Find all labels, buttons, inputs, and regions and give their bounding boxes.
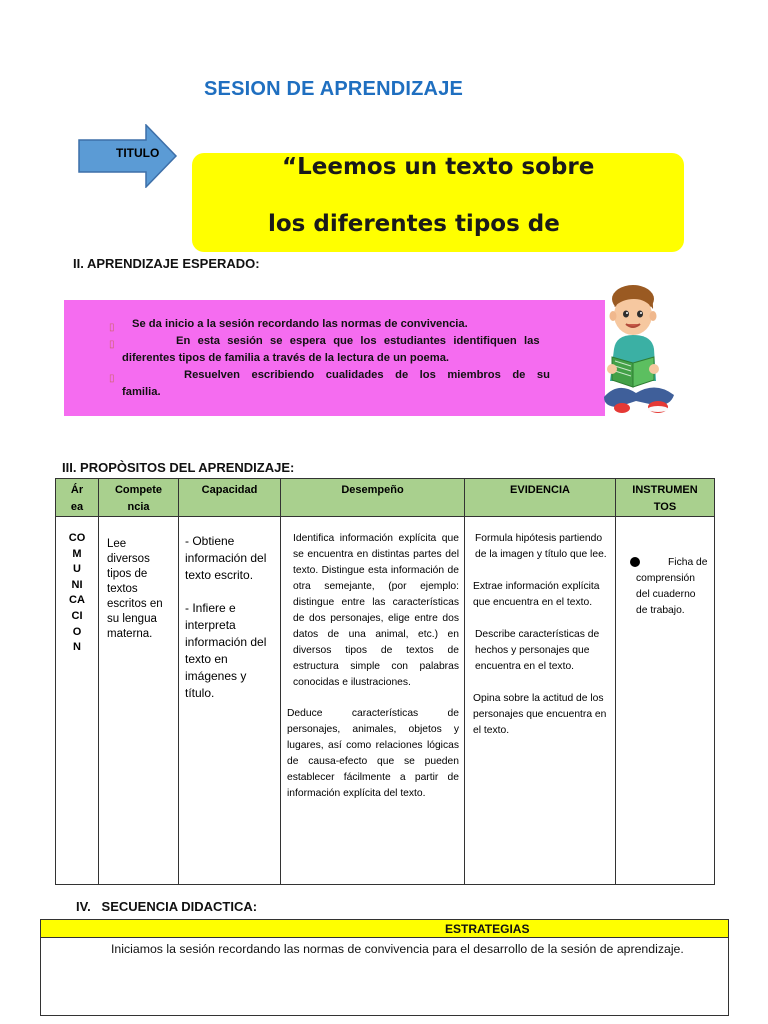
- session-title-line: “Leemos un texto sobre: [282, 154, 595, 180]
- aprendizaje-line: familia.: [122, 386, 161, 398]
- child-reading-illustration: [600, 283, 680, 419]
- session-title-line: los diferentes tipos de: [268, 211, 560, 237]
- table-header-row: [56, 479, 715, 517]
- instrumentos-cell: Ficha de comprensión del cuaderno de trabajo.: [616, 517, 715, 885]
- desempeno-cell: Identifica información explícita que se encuentra en distintas partes del texto. Distingue esta información de otra semejante, (por ejemplo: distingue entre las características de dos personajes, elige entre dos datos de una animal, etc.) en diversos tipos de textos de estructura simple con palabras conocidas e ilustraciones. Deduce características de personajes, animales, objetos y lugares, así como relaciones lógicas de causa-efecto que se pueden establecer fácilmente a partir de información explícita del texto.: [281, 517, 465, 885]
- bullet-icon: ▯: [109, 373, 115, 384]
- header-evidencia: EVIDENCIA: [465, 479, 616, 517]
- estrategias-header: ESTRATEGIAS: [41, 920, 728, 938]
- session-title-box: [192, 153, 684, 252]
- section-heading-secuencia: IV. SECUENCIA DIDACTICA:: [76, 899, 258, 914]
- header-capacidad: Capacidad: [179, 479, 281, 517]
- header-area: Ár ea: [56, 479, 99, 517]
- section-heading-propositos: III. PROPÒSITOS DEL APRENDIZAJE:: [62, 460, 295, 475]
- header-competencia: Compete ncia: [99, 479, 179, 517]
- estrategias-box: [40, 919, 729, 1016]
- aprendizaje-box: [64, 300, 605, 416]
- header-desempeno: Desempeño: [281, 479, 465, 517]
- capacidad-cell: - Obtiene información del texto escrito. - Infiere e interpreta información del texto en imágenes y título.: [179, 517, 281, 885]
- arrow-label: TITULO: [116, 146, 160, 160]
- aprendizaje-line: Resuelven escribiendo cualidades de los miembros de su: [184, 369, 550, 381]
- estrategias-text: Iniciamos la sesión recordando las normas de convivencia para el desarrollo de la sesión de aprendizaje.: [111, 942, 684, 956]
- competencia-cell: Lee diversos tipos de textos escritos en su lengua materna.: [99, 517, 179, 885]
- aprendizaje-line: Se da inicio a la sesión recordando las normas de convivencia.: [132, 318, 468, 330]
- area-cell: CO M U NI CA CI O N: [56, 517, 99, 885]
- bullet-icon: [630, 557, 640, 567]
- section-heading-aprendizaje: II. APRENDIZAJE ESPERADO:: [73, 256, 260, 271]
- document-title: SESION DE APRENDIZAJE: [204, 78, 464, 100]
- table-row: [56, 517, 715, 885]
- evidencia-cell: Formula hipótesis partiendo de la imagen y título que lee. Extrae información explícita que encuentra en el texto. Describe características de hechos y personajes que encuentra en el texto. Opina sobre la actitud de los personajes que encuentra en el texto.: [465, 517, 616, 885]
- header-instrumentos: INSTRUMEN TOS: [616, 479, 715, 517]
- aprendizaje-line: En esta sesión se espera que los estudiantes identifiquen las: [176, 335, 540, 347]
- bullet-icon: ▯: [109, 322, 115, 333]
- propositos-table: [55, 478, 715, 885]
- bullet-icon: ▯: [109, 339, 115, 350]
- aprendizaje-line: diferentes tipos de familia a través de la lectura de un poema.: [122, 352, 450, 364]
